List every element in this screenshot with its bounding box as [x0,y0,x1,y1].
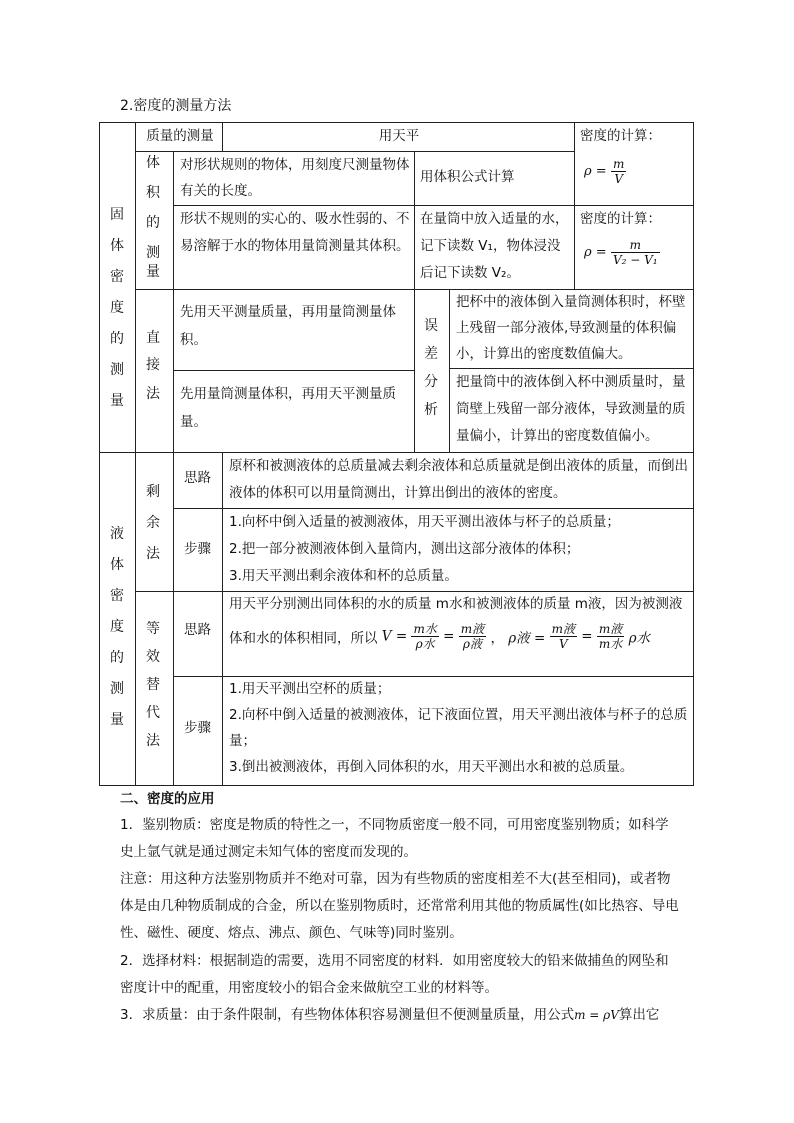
balance-label: 用天平 [378,128,420,144]
residual-idea-label: 思路 [184,470,211,486]
residual-steps [229,509,692,590]
equiv-steps [229,676,692,780]
step-item: 2.向杯中倒入适量的被测液体，记下液面位置，用天平测出液体与杯子的总质量； [229,707,688,749]
vchar: 量 [110,712,124,728]
vchar: 代 [146,705,160,721]
vchar: 积 [146,185,160,201]
density-formula-2: ρ = $\frac{m}{\text{V₂ − V₁}}$ [584,238,658,267]
application-p3: 2．选择材料：根据制造的需要，选用不同密度的材料．如用密度较大的铅来做捕鱼的网坠和密度计中的配重，用密度较小的铝合金来做航空工业的材料等。 [120,953,669,996]
residual-steps-label: 步骤 [184,541,211,557]
error-analysis-text-1: 把杯中的液体倒入量筒测体积时，杯壁上残留一部分液体,导致测量的体积偏小，计算出的密度数值偏大。 [456,294,686,362]
equiv-steps-label: 步骤 [184,720,211,736]
vchar: 差 [424,346,438,362]
vchar: 余 [146,515,160,531]
vchar: 剩 [146,484,160,500]
regular-shape-text: 对形状规则的物体，用刻度尺测量物体有关的长度。 [180,157,410,199]
vchar: 度 [110,619,124,635]
vchar: 的 [110,650,124,666]
equiv-idea-equation: 体和水的体积相同，所以 V = $\frac{\text{m水}}{\text{ρ水}}$ = $\frac{\text{m液}}{\text{ρ液}}$ ， ρ液 = $\frac{\text{m液}}{V}$ = $\frac{\text{m液}}{\text{m水}}$ ρ水 [229,622,650,651]
vchar: 体 [110,238,124,254]
density-calc-label-2: 密度的计算： [580,211,661,227]
vchar: 体 [110,557,124,573]
application-title: 二、密度的应用 [120,791,215,807]
application-p2: 注意：用这种方法鉴别物质并不绝对可靠，因为有些物质的密度相差不大(甚至相同)，或者物体是由几种物质制成的合金，所以在鉴别物质时，还常常利用其他的物质属性(如比热容、导电性、磁性、硬度、熔点、沸点、颜色、气味等)同时鉴别。 [120,871,679,941]
direct-method-text-2: 先用量筒测量体积，再用天平测量质量。 [180,386,396,430]
vchar: 法 [146,733,160,749]
density-calc-label: 密度的计算： [580,128,661,144]
step-item: 1.向杯中倒入适量的被测液体，用天平测出液体与杯子的总质量； [229,514,620,530]
vchar: 效 [146,649,160,665]
vchar: 测 [110,681,124,697]
vchar: 替 [146,677,160,693]
equiv-idea-label: 思路 [184,622,211,638]
graduated-cylinder-method: 在量筒中放入适量的水，记下读数 V₁，物体浸没后记下读数 V₂。 [420,211,569,281]
mass-measure-label: 质量的测量 [146,128,214,144]
vchar: 的 [110,331,124,347]
section-title: 2.密度的测量方法 [120,98,232,114]
vchar: 测 [146,245,160,261]
vchar: 法 [146,386,160,402]
step-item: 2.把一部分被测液体倒入量筒内，测出这部分液体的体积； [229,541,580,557]
volume-formula-method: 用体积公式计算 [420,169,515,185]
application-p1: 1．鉴别物质：密度是物质的特性之一，不同物质密度一般不同，可用密度鉴别物质；如科学史上氩气就是通过测定未知气体的密度而发现的。 [120,817,669,860]
residual-idea-text: 原杯和被测液体的总质量减去剩余液体和总质量就是倒出液体的质量，而倒出液体的体积可以用量筒测出，计算出倒出的液体的密度。 [229,458,688,501]
irregular-shape-text: 形状不规则的实心的、吸水性弱的、不易溶解于水的物体用量筒测量其体积。 [180,211,410,254]
vchar: 密 [110,588,124,604]
vchar: 量 [146,264,160,280]
vchar: 分 [424,374,438,390]
application-p4: 3．求质量：由于条件限制，有些物体体积容易测量但不便测量质量，用公式m = ρV算出它 [120,1007,660,1023]
density-formula-1: ρ = $\frac{m}{V}$ [584,157,625,186]
vchar: 等 [146,621,160,637]
vchar: 固 [110,207,124,223]
vchar: 析 [424,402,438,418]
vchar: 接 [146,357,160,373]
vchar: 度 [110,300,124,316]
direct-method-text-1: 先用天平测量质量，再用量筒测量体积。 [180,304,396,348]
vchar: 量 [110,393,124,409]
vchar: 直 [146,330,160,346]
error-analysis-text-2: 把量筒中的液体倒入杯中测质量时，量筒壁上残留一部分液体，导致测量的质量偏小，计算出的密度数值偏小。 [456,374,686,444]
equiv-idea-line-1: 用天平分别测出同体积的水的质量 m水和被测液体的质量 m液，因为被测液 [229,596,683,612]
step-item: 3.用天平测出剩余液体和杯的总质量。 [229,568,458,584]
vchar: 法 [146,546,160,562]
vchar: 误 [424,318,438,334]
step-item: 1.用天平测出空杯的质量； [229,681,391,697]
vchar: 体 [146,155,160,171]
step-item: 3.倒出被测液体，再倒入同体积的水，用天平测出水和被的总质量。 [229,759,634,775]
vchar: 的 [146,215,160,231]
vchar: 密 [110,269,124,285]
vchar: 液 [110,526,124,542]
vchar: 测 [110,362,124,378]
